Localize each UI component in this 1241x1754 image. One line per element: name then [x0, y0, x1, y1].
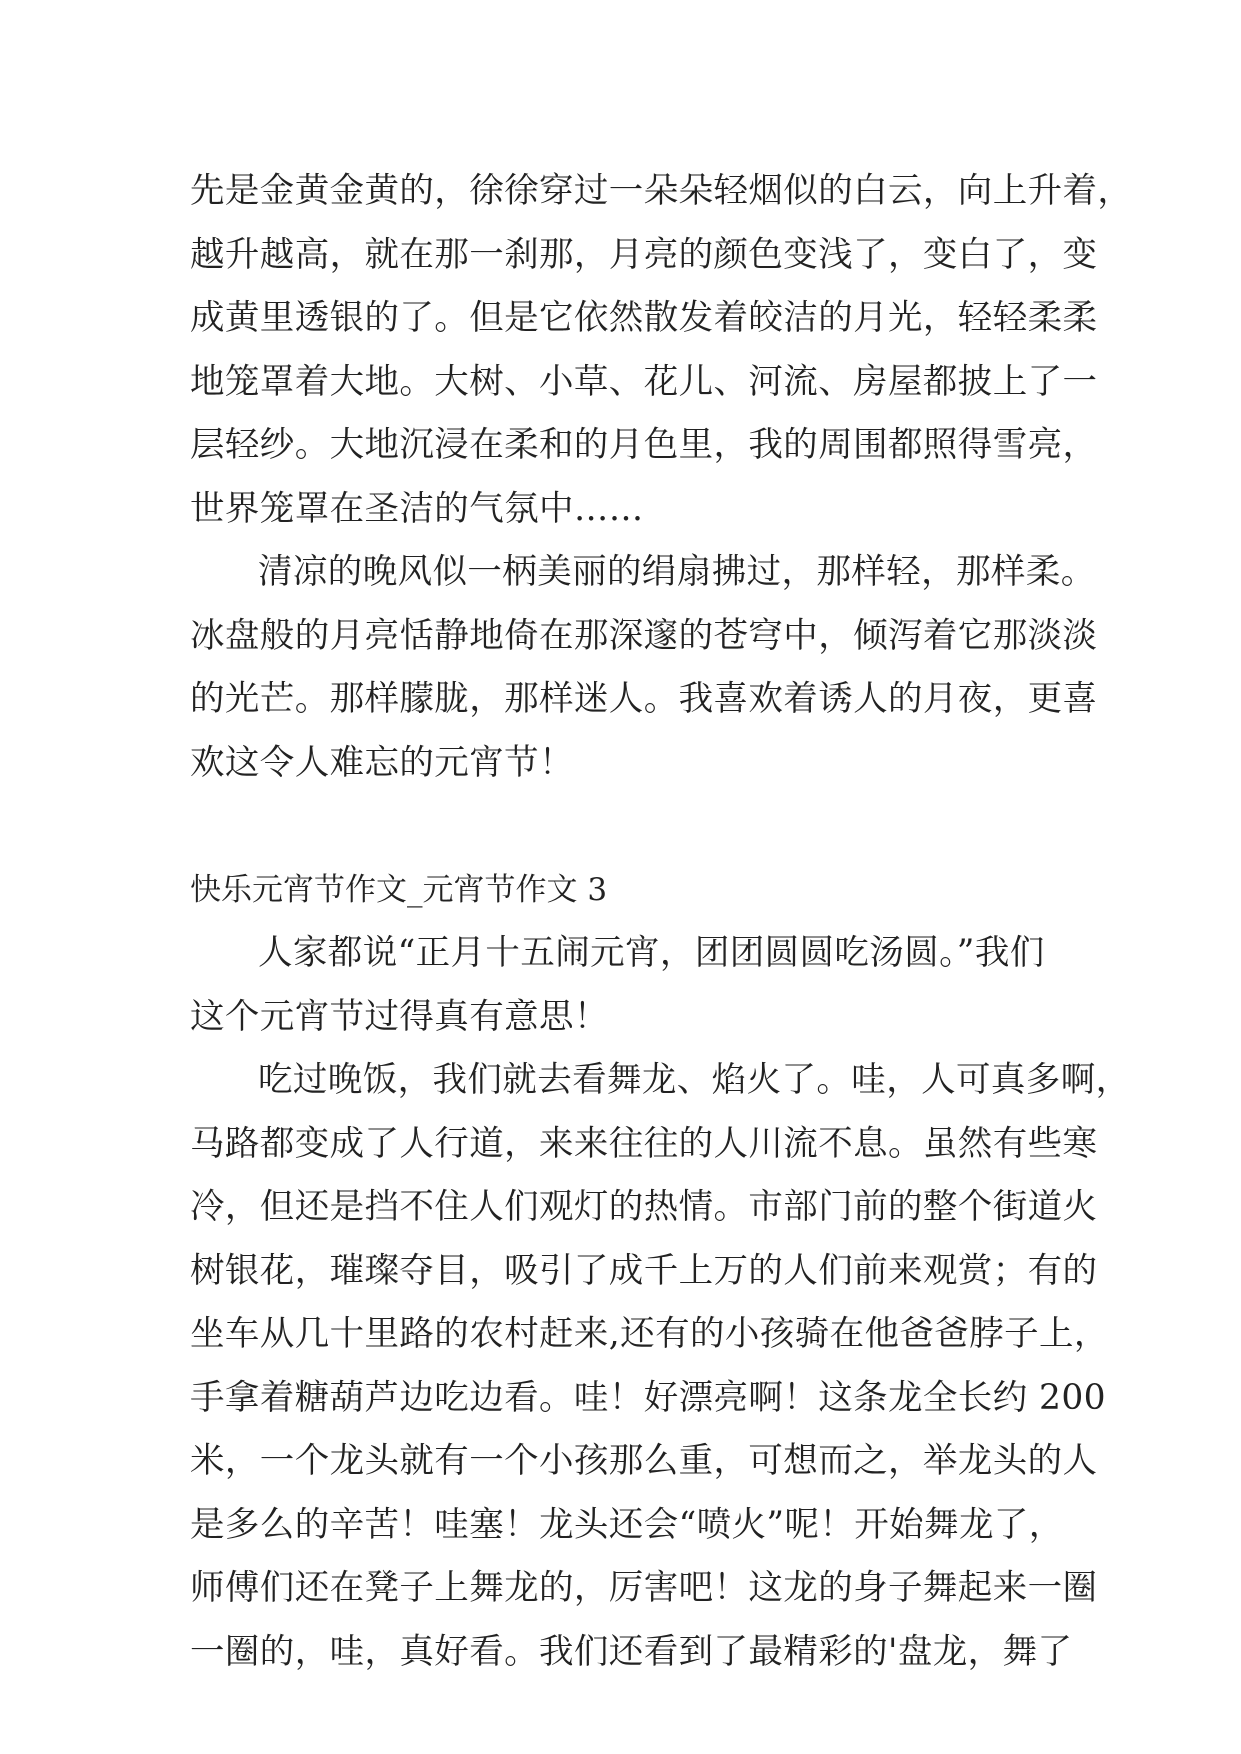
paragraph-dragon-dance	[190, 1049, 1131, 1684]
text-line: 清凉的晚风似一柄美丽的绢扇拂过，那样轻，那样柔。	[258, 552, 1096, 592]
text-line: 先是金黄金黄的，徐徐穿过一朵朵轻烟似的白云，向上升着，	[190, 171, 1133, 211]
text-line: 的光芒。那样朦胧，那样迷人。我喜欢着诱人的月夜，更喜	[190, 679, 1098, 719]
text-column	[190, 160, 1133, 1684]
text-line: 欢这令人难忘的元宵节！	[190, 742, 574, 783]
section-spacer	[190, 795, 1060, 859]
text-line: 手拿着糖葫芦边吃边看。哇！好漂亮啊！这条龙全长约 200	[190, 1377, 1107, 1418]
paragraph-intro	[190, 922, 1060, 1049]
text-line: 人家都说“正月十五闹元宵，团团圆圆吃汤圆。”我们	[258, 933, 1045, 973]
text-line: 成黄里透银的了。但是它依然散发着皎洁的月光，轻轻柔柔	[190, 298, 1098, 338]
paragraph-moonlight	[190, 160, 1133, 541]
text-line: 是多么的辛苦！哇塞！龙头还会“喷火”呢！开始舞龙了，	[190, 1504, 1064, 1545]
text-line: 马路都变成了人行道，来来往往的人川流不息。虽然有些寒	[190, 1123, 1098, 1164]
text-line: 坐车从几十里路的农村赶来,还有的小孩骑在他爸爸脖子上，	[190, 1314, 1109, 1354]
text-line: 冰盘般的月亮恬静地倚在那深邃的苍穹中，倾泻着它那淡淡	[190, 615, 1098, 656]
text-line: 冷，但还是挡不住人们观灯的热情。市部门前的整个街道火	[190, 1187, 1098, 1227]
text-line: 层轻纱。大地沉浸在柔和的月色里，我的周围都照得雪亮，	[190, 425, 1098, 465]
text-line: 地笼罩着大地。大树、小草、花儿、河流、房屋都披上了一	[190, 361, 1098, 402]
text-line: 米，一个龙头就有一个小孩那么重，可想而之，举龙头的人	[190, 1441, 1098, 1481]
text-line: 越升越高，就在那一刹那，月亮的颜色变浅了，变白了，变	[190, 234, 1098, 275]
text-line: 师傅们还在凳子上舞龙的，厉害吧！这龙的身子舞起来一圈	[190, 1568, 1098, 1608]
text-line: 树银花，璀璨夺目，吸引了成千上万的人们前来观赏；有的	[190, 1250, 1098, 1291]
text-line: 一圈的，哇，真好看。我们还看到了最精彩的'盘龙，舞了	[190, 1631, 1073, 1672]
text-line: 这个元宵节过得真有意思！	[190, 996, 609, 1037]
section-title: 快乐元宵节作文_元宵节作文 3	[190, 871, 608, 908]
text-line: 吃过晚饭，我们就去看舞龙、焰火了。哇，人可真多啊，	[258, 1060, 1131, 1100]
text-line: 世界笼罩在圣洁的气氛中……	[190, 488, 644, 529]
paragraph-evening-breeze	[190, 541, 1098, 795]
